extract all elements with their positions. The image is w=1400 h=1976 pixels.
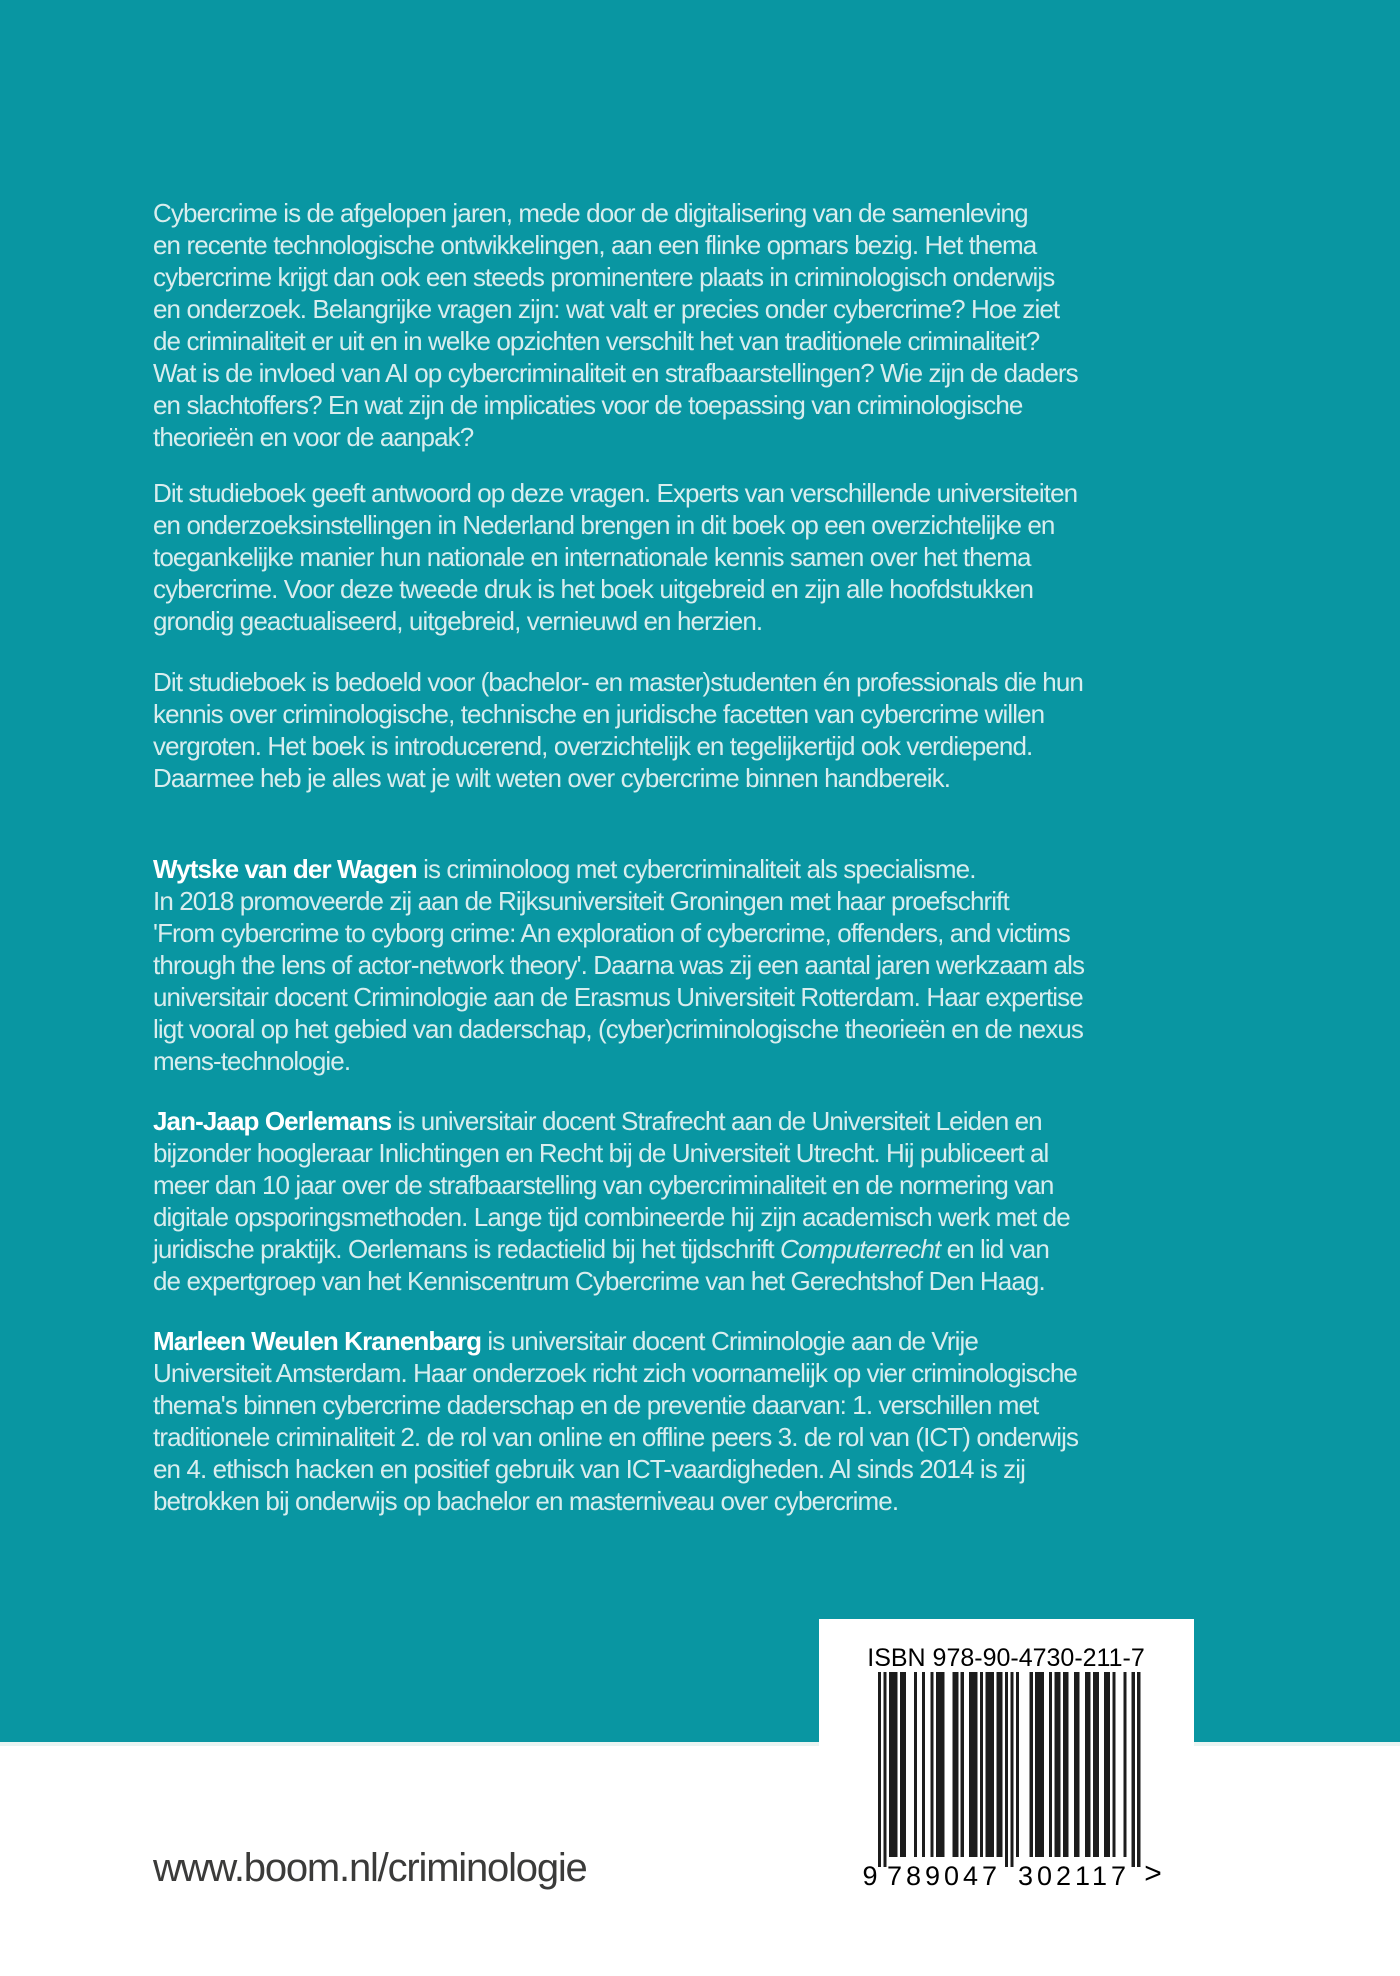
- text-line: de expertgroep van het Kenniscentrum Cybercrime van het Gerechtshof Den Haag.: [153, 1266, 1045, 1296]
- ean13-barcode: [819, 1619, 1194, 1919]
- author-name: Marleen Weulen Kranenbarg: [153, 1326, 482, 1356]
- text-line: meer dan 10 jaar over de strafbaarstelling van cybercriminaliteit en de normering van: [153, 1170, 1054, 1200]
- text-line: [153, 1105, 1070, 1137]
- synopsis-paragraph-3: [153, 666, 1083, 794]
- text-line: In 2018 promoveerde zij aan de Rijksuniversiteit Groningen met haar proefschrift: [153, 886, 1009, 916]
- text-line: through the lens of actor-network theory'. Daarna was zij een aantal jaren werkzaam als: [153, 950, 1085, 980]
- text-line: 'From cybercrime to cyborg crime: An exploration of cybercrime, offenders, and victims: [153, 918, 1070, 948]
- isbn-label: ISBN 978-90-4730-211-7: [867, 1644, 1145, 1672]
- author-name: Wytske van der Wagen: [153, 854, 417, 884]
- author-intro: is criminoloog met cybercriminaliteit als specialisme.: [416, 854, 976, 884]
- journal-line-post: en lid van: [940, 1234, 1049, 1264]
- text-line: en onderzoek. Belangrijke vragen zijn: wat valt er precies onder cybercrime? Hoe ziet: [153, 294, 1060, 324]
- text-line: mens-technologie.: [153, 1046, 351, 1076]
- text-line: kennis over criminologische, technische en juridische facetten van cybercrime willen: [153, 699, 1045, 729]
- text-line: [153, 853, 1084, 885]
- text-line: bijzonder hoogleraar Inlichtingen en Recht bij de Universiteit Utrecht. Hij publiceert al: [153, 1138, 1049, 1168]
- text-line: vergroten. Het boek is introducerend, overzichtelijk en tegelijkertijd ook verdiepend.: [153, 731, 1033, 761]
- text-line: de criminaliteit er uit en in welke opzichten verschilt het van traditionele criminaliteit?: [153, 326, 1040, 356]
- text-line: [153, 1233, 1070, 1265]
- author-bio-jan-jaap-oerlemans: [153, 1105, 1070, 1297]
- text-line: en onderzoeksinstellingen in Nederland brengen in dit boek op een overzichtelijke en: [153, 510, 1055, 540]
- synopsis-paragraph-2: [153, 477, 1077, 637]
- text-line: grondig geactualiseerd, uitgebreid, vernieuwd en herzien.: [153, 606, 763, 636]
- text-line: Universiteit Amsterdam. Haar onderzoek richt zich voornamelijk op vier criminologische: [153, 1358, 1077, 1388]
- text-line: betrokken bij onderwijs op bachelor en masterniveau over cybercrime.: [153, 1486, 899, 1516]
- text-line: digitale opsporingsmethoden. Lange tijd combineerde hij zijn academisch werk met de: [153, 1202, 1070, 1232]
- text-line: en 4. ethisch hacken en positief gebruik van ICT-vaardigheden. Al sinds 2014 is zij: [153, 1454, 1025, 1484]
- journal-title: Computerrecht: [779, 1234, 941, 1264]
- barcode-digit-group-1: 789047: [886, 1861, 1002, 1891]
- text-line: traditionele criminaliteit 2. de rol van online en offline peers 3. de rol van (ICT) onderwijs: [153, 1422, 1079, 1452]
- text-line: Cybercrime is de afgelopen jaren, mede door de digitalisering van de samenleving: [153, 198, 1028, 228]
- text-line: [153, 1325, 1078, 1357]
- author-bio-wytske-van-der-wagen: [153, 853, 1084, 1077]
- text-line: Daarmee heb je alles wat je wilt weten over cybercrime binnen handbereik.: [153, 763, 951, 793]
- journal-line-pre: juridische praktijk. Oerlemans is redactielid bij het tijdschrift: [153, 1234, 780, 1264]
- text-line: thema's binnen cybercrime daderschap en de preventie daarvan: 1. verschillen met: [153, 1390, 1039, 1420]
- author-bio-marleen-weulen-kranenbarg: [153, 1325, 1078, 1517]
- barcode-quiet-zone-mark: >: [1144, 1857, 1162, 1890]
- text-line: Dit studieboek is bedoeld voor (bachelor- en master)studenten én professionals die hun: [153, 667, 1083, 697]
- author-intro: is universitair docent Strafrecht aan de Universiteit Leiden en: [391, 1106, 1042, 1136]
- text-line: cybercrime krijgt dan ook een steeds prominentere plaats in criminologisch onderwijs: [153, 262, 1055, 292]
- text-line: ligt vooral op het gebied van daderschap, (cyber)criminologische theorieën en de nexus: [153, 1014, 1083, 1044]
- barcode-digit-group-2: 302117: [1017, 1861, 1131, 1891]
- author-name: Jan-Jaap Oerlemans: [153, 1106, 392, 1136]
- synopsis-paragraph-1: [153, 197, 1078, 453]
- text-line: Wat is de invloed van AI op cybercriminaliteit en strafbaarstellingen? Wie zijn de daders: [153, 358, 1078, 388]
- text-line: universitair docent Criminologie aan de Erasmus Universiteit Rotterdam. Haar expertise: [153, 982, 1083, 1012]
- author-intro: is universitair docent Criminologie aan de Vrije: [481, 1326, 978, 1356]
- text-line: toegankelijke manier hun nationale en internationale kennis samen over het thema: [153, 542, 1031, 572]
- text-line: en slachtoffers? En wat zijn de implicaties voor de toepassing van criminologische: [153, 390, 1023, 420]
- text-line: Dit studieboek geeft antwoord op deze vragen. Experts van verschillende universiteiten: [153, 478, 1078, 508]
- text-line: theorieën en voor de aanpak?: [153, 422, 474, 452]
- barcode-digit-left: 9: [862, 1861, 878, 1891]
- text-line: en recente technologische ontwikkelingen, aan een flinke opmars bezig. Het thema: [153, 230, 1037, 260]
- website-url: www.boom.nl/criminologie: [153, 1846, 587, 1890]
- text-line: cybercrime. Voor deze tweede druk is het boek uitgebreid en zijn alle hoofdstukken: [153, 574, 1034, 604]
